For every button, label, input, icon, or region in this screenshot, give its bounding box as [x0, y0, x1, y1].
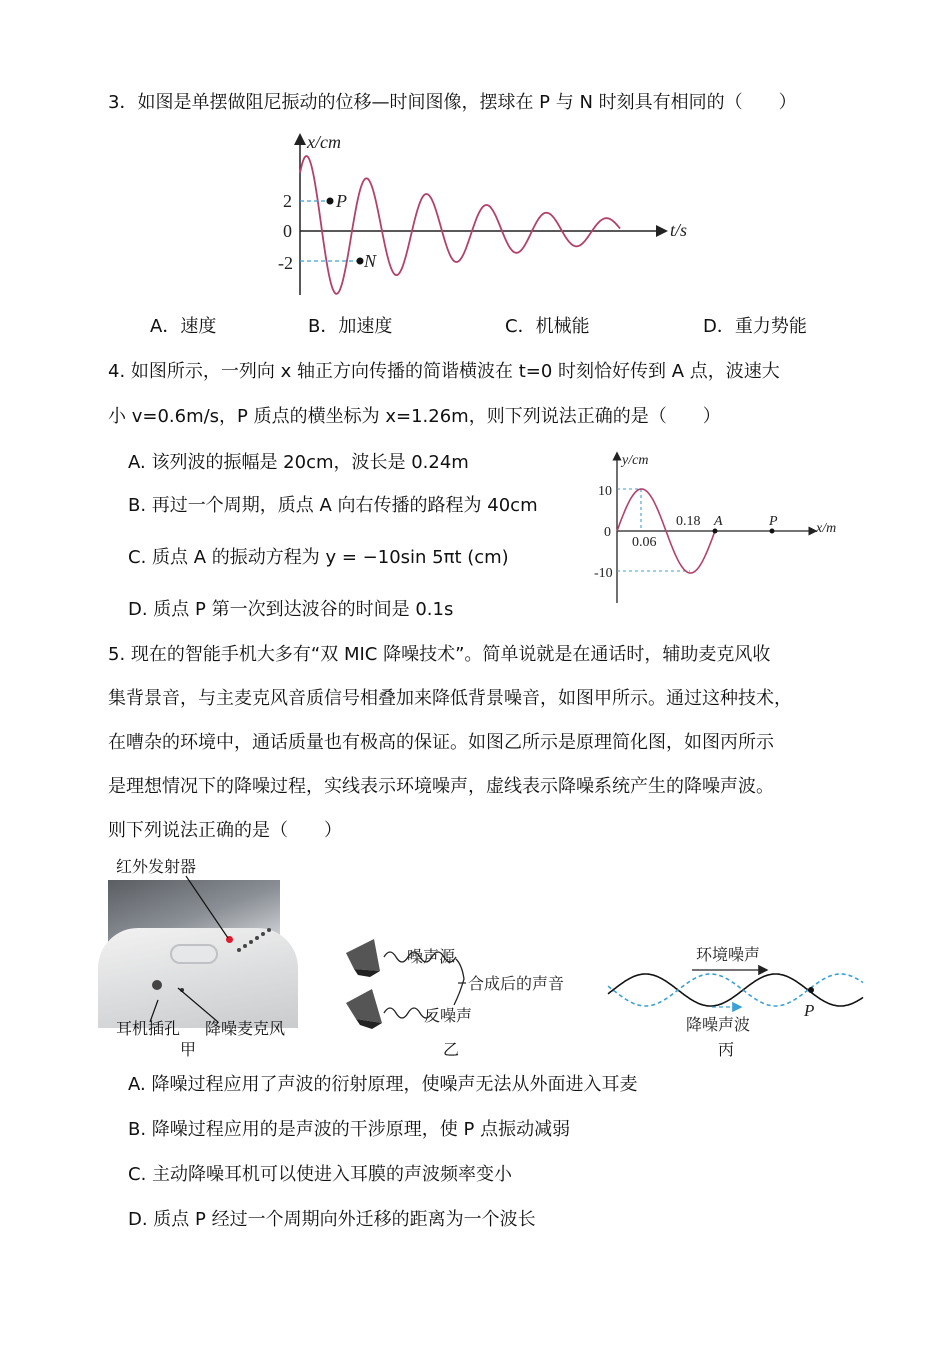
q3-option-d[interactable]: D．重力势能	[703, 316, 807, 337]
speaker-top-icon	[346, 939, 380, 971]
speaker-bottom-icon	[346, 989, 382, 1023]
jia-label-jack: 耳机插孔	[116, 1019, 181, 1038]
q4-stem-line1: 4. 如图所示，一列向 x 轴正方向传播的简谐横波在 t=0 时刻恰好传到 A 点，波速大	[108, 361, 780, 382]
svg-text:合成后的声音: 合成后的声音	[468, 976, 565, 993]
q3-point-n	[357, 258, 364, 265]
q3-tick-2: 2	[283, 191, 292, 211]
q5-stem-line2: 集背景音，与主麦克风音质信号相叠加来降低背景噪音，如图甲所示。通过这种技术，	[108, 688, 792, 709]
q5-option-d[interactable]: D. 质点 P 经过一个周期向外迁移的距离为一个波长	[128, 1209, 536, 1230]
q3-option-a[interactable]: A．速度	[150, 316, 217, 337]
svg-text:环境噪声: 环境噪声	[696, 947, 761, 964]
q4-option-a[interactable]: A. 该列波的振幅是 20cm，波长是 0.24m	[128, 452, 469, 473]
q3-option-c[interactable]: C．机械能	[505, 316, 590, 337]
q3-xlabel: t/s	[670, 220, 688, 240]
q4-wave-graph	[590, 448, 850, 608]
q3-ylabel: x/cm	[307, 132, 341, 152]
q4-option-d[interactable]: D. 质点 P 第一次到达波谷的时间是 0.1s	[128, 599, 454, 620]
q4-ytick-zero: 0	[604, 525, 611, 540]
q4-label-p: P	[769, 514, 778, 529]
q3-tick-neg2: -2	[278, 253, 293, 273]
q4-stem-line2: 小 v=0.6m/s，P 质点的横坐标为 x=1.26m，则下列说法正确的是（ ）	[108, 406, 721, 427]
q4-ytick-top: 10	[598, 484, 612, 499]
yi-diagram	[340, 935, 585, 1035]
jia-caption: 甲	[180, 1040, 197, 1059]
q3-stem: 3．如图是单摆做阻尼振动的位移—时间图像，摆球在 P 与 N 时刻具有相同的（ ）	[108, 92, 797, 113]
q4-point-a	[713, 529, 718, 534]
q4-ytick-bottom: -10	[594, 566, 613, 581]
bing-diagram	[600, 940, 870, 1035]
q3-point-p	[327, 198, 334, 205]
q3-label-p: P	[336, 191, 347, 211]
q4-xtick-a: 0.06	[632, 535, 657, 550]
svg-text:反噪声: 反噪声	[424, 1008, 473, 1025]
q4-option-b[interactable]: B. 再过一个周期，质点 A 向右传播的路程为 40cm	[128, 495, 538, 516]
svg-text:噪声源: 噪声源	[407, 949, 456, 966]
q5-stem-line3: 在嘈杂的环境中，通话质量也有极高的保证。如图乙所示是原理简化图，如图丙所示	[108, 732, 774, 753]
q4-point-p	[770, 529, 775, 534]
q4-xlabel: x/m	[816, 521, 837, 536]
q5-option-b[interactable]: B. 降噪过程应用的是声波的干涉原理，使 P 点振动减弱	[128, 1119, 571, 1140]
q4-label-a: A	[714, 514, 723, 529]
jia-label-mic: 降噪麦克风	[205, 1019, 286, 1038]
q4-option-c[interactable]: C. 质点 A 的振动方程为 y = −10sin 5πt (cm)	[128, 547, 509, 568]
svg-text:降噪声波: 降噪声波	[686, 1017, 751, 1034]
q3-label-n: N	[364, 251, 377, 271]
q4-ylabel: y/cm	[622, 453, 649, 468]
q3-damped-curve	[300, 156, 620, 294]
yi-caption: 乙	[443, 1040, 460, 1059]
q5-option-a[interactable]: A. 降噪过程应用了声波的衍射原理，使噪声无法从外面进入耳麦	[128, 1074, 638, 1095]
q3-damped-oscillation-graph	[280, 130, 700, 300]
q5-stem-line1: 5. 现在的智能手机大多有“双 MIC 降噪技术”。简单说就是在通话时，辅助麦克风收	[108, 644, 771, 665]
q4-xtick-b: 0.18	[676, 514, 701, 529]
q3-option-b[interactable]: B．加速度	[308, 316, 393, 337]
q3-tick-0: 0	[283, 221, 292, 241]
bing-caption: 丙	[718, 1040, 735, 1059]
jia-label-ir: 红外发射器	[116, 857, 197, 876]
bing-point-p	[808, 987, 814, 993]
q5-stem-line5: 则下列说法正确的是（ ）	[108, 820, 342, 841]
jia-leader-lines	[108, 860, 308, 1040]
q5-option-c[interactable]: C. 主动降噪耳机可以使进入耳膜的声波频率变小	[128, 1164, 513, 1185]
bing-label-p: P	[804, 1001, 815, 1020]
q5-stem-line4: 是理想情况下的降噪过程，实线表示环境噪声，虚线表示降噪系统产生的降噪声波。	[108, 776, 774, 797]
